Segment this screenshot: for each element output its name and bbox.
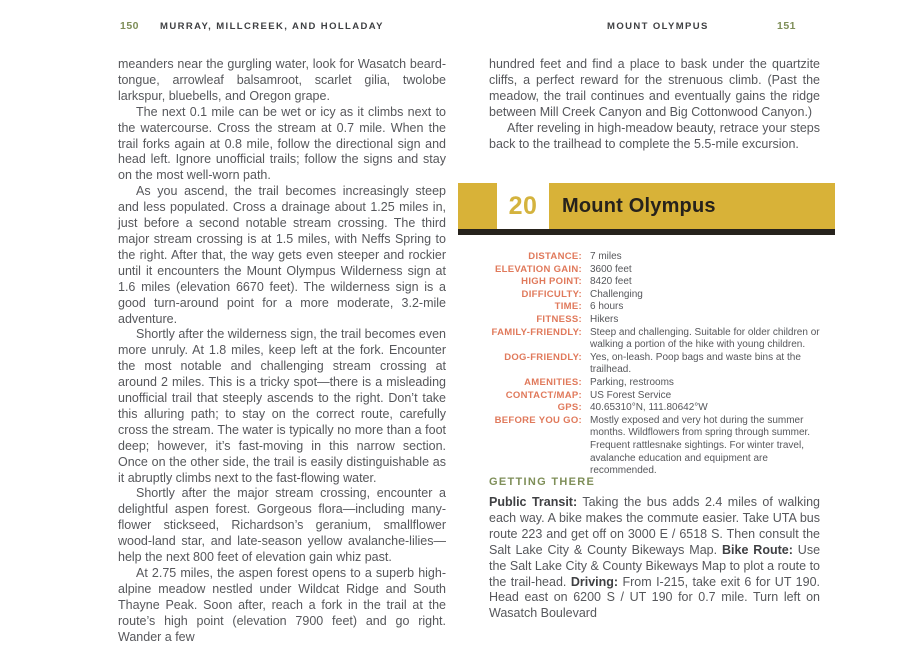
stat-label: HIGH POINT: <box>521 276 582 288</box>
hike-number: 20 <box>508 191 538 220</box>
stat-value: 6 hours <box>590 301 624 313</box>
page-number-left: 150 <box>120 20 140 32</box>
hike-banner <box>458 183 835 229</box>
stat-value: 40.65310°N, 111.80642°W <box>590 402 708 414</box>
stat-value: Mostly exposed and very hot during the summer months. Wildflowers from spring through summer. Frequent rattlesnake sightings. For winter travel, avalanche education and equipment are recommended. <box>590 414 811 477</box>
getting-there-paragraph: Public Transit: Taking the bus adds 2.4 miles of walking each way. A bike makes the commute easier. Take UTA bus route 223 and get off on 3000 E / 6518 S. Then consult the Salt Lake City & County Bikeways Map. Bike Route: Use the Salt Lake City & County Bikeways Map to plot a route to the trail-head. Driving: From I-215, take exit 6 for UT 190. Head east on 6200 S / UT 190 for 0.7 mile. Turn left on Wasatch Boulevard <box>489 495 821 621</box>
body-paragraph: Shortly after the major stream crossing, encounter a delightful aspen forest. Gorgeous flora—including many-flower stickseed, Richardson’s geranium, smallflower wood-land star, and late-season yellow avalanche-lilies—help the next 800 feet of elevation gain whiz past. <box>118 486 446 565</box>
stat-value: 8420 feet <box>590 276 632 288</box>
getting-there-section <box>489 476 820 622</box>
right-column <box>489 57 820 152</box>
stat-label: ELEVATION GAIN: <box>494 263 582 275</box>
hike-title: Mount Olympus <box>562 194 716 217</box>
stat-label: TIME: <box>554 301 582 313</box>
body-paragraph: As you ascend, the trail becomes increasingly steep and less populated. Cross a drainage about 1.25 miles in, just before a second notable stream crossing. The third major stream crossing is at 1.5 miles, with Neffs Spring to the right. After that, the way gets even steeper and rockier until it encounters the Mount Olympus Wilderness sign at 1.6 miles (elevation 6670 feet). The wilderness sign is a good turn-around point for a more moderate, 3.2-mile adventure. <box>118 184 446 326</box>
body-paragraph: After reveling in high-meadow beauty, retrace your steps back to the trailhead to complete the 5.5-mile excursion. <box>489 120 820 151</box>
hike-number-box <box>497 183 549 229</box>
stat-label: FITNESS: <box>536 313 582 325</box>
stat-label: DIFFICULTY: <box>521 288 582 300</box>
stat-value: Hikers <box>590 313 619 325</box>
left-column <box>118 57 446 646</box>
stat-value: Parking, restrooms <box>590 376 674 388</box>
stat-label: BEFORE YOU GO: <box>494 414 582 426</box>
body-paragraph: The next 0.1 mile can be wet or icy as it climbs next to the watercourse. Cross the stream at 0.7 mile. When the trail forks again at 0.8 mile, follow the directional sign and head left. Ignore unofficial trails; follow the signs and stay on the most well-worn path. <box>118 104 446 183</box>
stat-value: 7 miles <box>590 251 622 262</box>
getting-there-heading: GETTING THERE <box>489 476 596 488</box>
stat-value: US Forest Service <box>590 389 672 401</box>
page-number-right: 151 <box>777 20 797 32</box>
stat-label: GPS: <box>557 402 582 414</box>
running-head-left: MURRAY, MILLCREEK, AND HOLLADAY <box>160 21 384 32</box>
stat-label: DISTANCE: <box>528 251 582 262</box>
stat-value: Steep and challenging. Suitable for older children or walking a portion of the hike with young children. <box>590 326 820 351</box>
stat-label: CONTACT/MAP: <box>505 389 582 401</box>
hike-stats <box>458 251 822 478</box>
body-paragraph: meanders near the gurgling water, look for Wasatch beard-tongue, arrowleaf balsamroot, scarlet gilia, twolobe larkspur, bluebells, and Oregon grape. <box>118 57 446 103</box>
banner-underline <box>458 229 835 235</box>
stat-value: Challenging <box>590 288 643 300</box>
banner-title-area <box>549 183 835 229</box>
stat-label: FAMILY-FRIENDLY: <box>491 326 582 338</box>
running-head-right: MOUNT OLYMPUS <box>607 21 709 32</box>
body-paragraph: hundred feet and find a place to bask under the quartzite cliffs, a perfect reward for the strenuous climb. (Past the meadow, the trail continues and eventually gains the ridge between Mill Creek Canyon and Big Cottonwood Canyon.) <box>489 57 820 119</box>
stat-value: 3600 feet <box>590 263 632 275</box>
body-paragraph: Shortly after the wilderness sign, the trail becomes even more unruly. At 1.8 miles, keep left at the fork. Encounter the most notable and challenging stream crossing at around 2 miles. This is a tricky spot—there is a misleading unofficial trail that steeply ascends to the right. Don’t take this alluring path; to stay on the correct route, carefully cross the stream. The water is typically no more than a foot deep; however, it’s fast-moving in this narrow section. Once on the other side, the trail is easily distinguishable as it abruptly climbs next to the fast-flowing water. <box>118 327 446 485</box>
stat-label: AMENITIES: <box>524 376 582 388</box>
stat-label: DOG-FRIENDLY: <box>504 351 582 363</box>
body-paragraph: At 2.75 miles, the aspen forest opens to a superb high-alpine meadow nestled under Wildcat Ridge and South Thayne Peak. Soon after, reach a fork in the trail at the route’s high point (elevation 7900 feet) and go right. Wander a few <box>118 566 446 644</box>
banner-left-stub <box>458 183 497 229</box>
stat-value: Yes, on-leash. Poop bags and waste bins at the trailhead. <box>590 351 801 376</box>
